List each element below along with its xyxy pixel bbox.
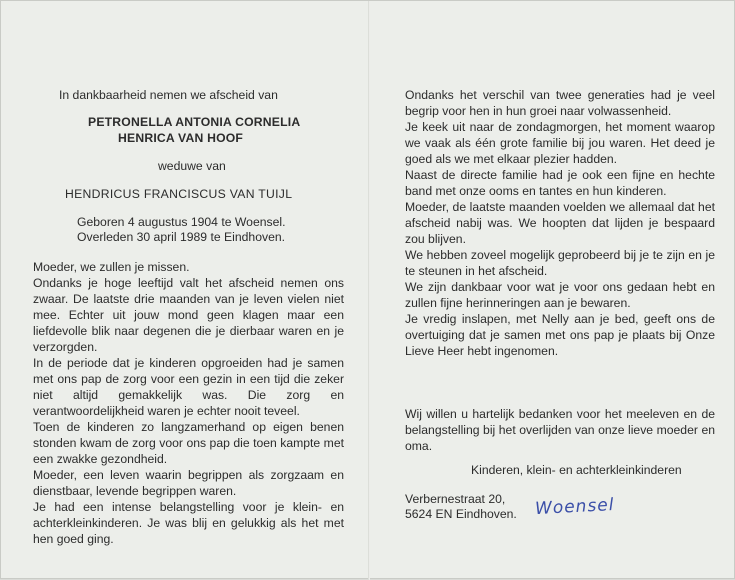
thanks-text: Wij willen u hartelijk bedanken voor het meeleven en de belangstelling bij het overlijden van onze lieve moeder en oma. [405, 407, 715, 453]
right-page [370, 1, 735, 580]
right-paragraph: Ondanks het verschil van twee generaties had je veel begrip voor hen in hun groei naar volwassenheid. [405, 88, 715, 118]
left-paragraph: Moeder, we zullen je missen. [33, 260, 190, 274]
left-paragraph: Moeder, een leven waarin begrippen als zorgzaam en dienstbaar, levende begrippen waren. [33, 468, 344, 498]
right-text-block [405, 87, 715, 359]
deceased-name-line2: HENRICA VAN HOOF [118, 131, 244, 145]
handwritten-note: Woensel [534, 494, 615, 520]
right-paragraph: Je vredig inslapen, met Nelly aan je bed, geeft ons de overtuiging dat je samen met ons pap je plaats bij Onze Lieve Heer hebt ingenomen. [405, 312, 715, 358]
left-page [1, 1, 368, 580]
husband-name: HENDRICUS FRANCISCUS VAN TUIJL [65, 187, 293, 201]
intro-line: In dankbaarheid nemen we afscheid van [59, 88, 278, 102]
deceased-name-line1: PETRONELLA ANTONIA CORNELIA [88, 115, 301, 129]
left-paragraph: Toen de kinderen zo langzamerhand op eigen benen stonden kwam de zorg voor ons pap die toen kampte met een zwakke gezondheid. [33, 420, 344, 466]
right-paragraph: Je keek uit naar de zondagmorgen, het moment waarop we vaak als één grote familie bij jou waren. Het deed je goed als we met elkaar plezier hadden. [405, 120, 715, 166]
left-text-block [33, 259, 344, 547]
left-paragraph: Ondanks je hoge leeftijd valt het afscheid nemen ons zwaar. De laatste drie maanden van je leven vielen niet mee. Echter uit jouw mond geen klagen maar een liefdevolle blik naar degenen die je dierbaar waren en je verzorgden. [33, 276, 344, 354]
right-paragraph: We hebben zoveel mogelijk geprobeerd bij je te zijn en je te steunen in het afscheid. [405, 248, 715, 278]
widow-of-label: weduwe van [158, 159, 226, 173]
address-city: 5624 EN Eindhoven. [405, 507, 517, 521]
address-street: Verbernestraat 20, [405, 492, 506, 506]
right-paragraph: We zijn dankbaar voor wat je voor ons gedaan hebt en zullen fijne herinneringen aan je bewaren. [405, 280, 715, 310]
right-paragraph: Naast de directe familie had je ook een fijne en hechte band met onze ooms en tantes en hun kinderen. [405, 168, 715, 198]
left-paragraph: In de periode dat je kinderen opgroeiden had je samen met ons pap de zorg voor een gezin in een tijd die zeker niet altijd gemakkelijk was. Die zorg en verantwoordelijkheid waren je echter nooit teveel. [33, 356, 344, 418]
signed-by: Kinderen, klein- en achterkleinkinderen [471, 463, 682, 477]
death-line: Overleden 30 april 1989 te Eindhoven. [77, 230, 286, 244]
right-paragraph: Moeder, de laatste maanden voelden we allemaal dat het afscheid nabij was. We hoopten dat lijden je bespaard zou blijven. [405, 200, 715, 246]
birth-line: Geboren 4 augustus 1904 te Woensel. [77, 215, 286, 229]
left-paragraph: Je had een intense belangstelling voor je klein- en achterkleinkinderen. Je was blij en gelukkig als het met hen goed ging. [33, 500, 344, 546]
